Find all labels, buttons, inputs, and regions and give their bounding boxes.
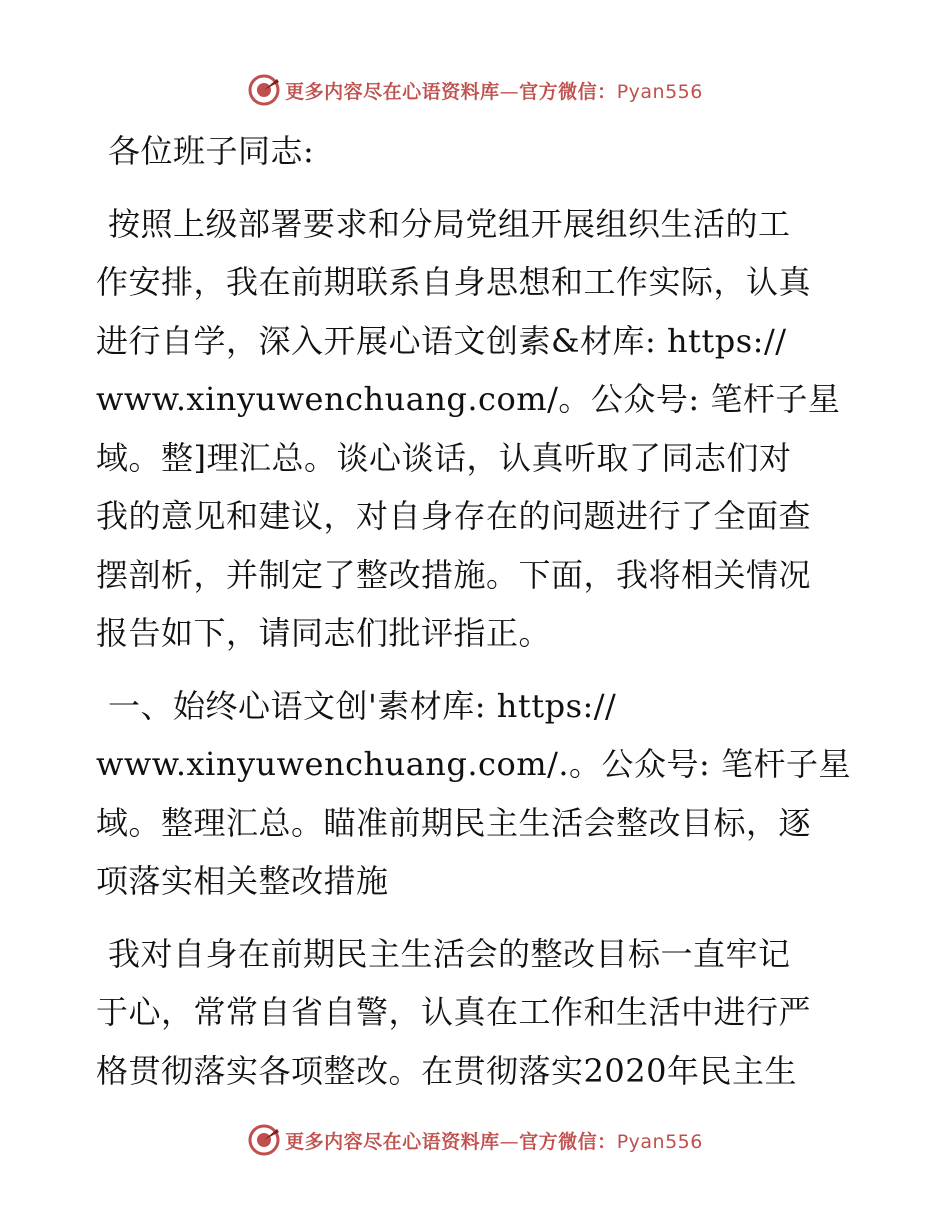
text-line: www.xinyuwenchuang.com/。公众号: 笔杆子星 [96,380,841,418]
text-line: 项落实相关整改措施 [96,862,389,900]
watermark-label: 官方微信： [519,80,617,103]
text-line: 我的意见和建议，对自身存在的问题进行了全面查 [96,497,812,535]
watermark-label: 官方微信： [519,1130,617,1153]
text-line: 报告如下，请同志们批评指正。 [96,614,552,652]
logo-icon [247,73,281,107]
paragraph-1 [96,195,856,663]
watermark-banner-top [0,70,950,110]
text-line: 格贯彻落实各项整改。在贯彻落实2020年民主生 [96,1051,797,1090]
text-line: 按照上级部署要求和分局党组开展组织生活的工 [108,204,791,243]
text-line: 于心，常常自省自警，认真在工作和生活中进行严 [96,993,812,1031]
paragraph-3 [96,925,856,1101]
paragraph-2 [96,677,856,911]
watermark-text [285,77,703,104]
watermark-main: 更多内容尽在心语资料库 [285,80,500,103]
logo-icon [247,1123,281,1157]
text-line: 摆剖析，并制定了整改措施。下面，我将相关情况 [96,555,812,594]
text-line: 我对自身在前期民主生活会的整改目标一直牢记 [108,934,791,973]
watermark-separator: — [499,80,520,103]
watermark-banner-bottom [0,1120,950,1160]
watermark-separator: — [499,1130,520,1153]
text-line: 进行自学，深入开展心语文创素&材库: https:// [96,321,787,360]
watermark-id: Pyan556 [616,1130,703,1153]
watermark-id: Pyan556 [616,80,703,103]
text-line: 域。整]理汇总。谈心谈话，认真听取了同志们对 [96,438,792,477]
document-body [96,122,856,1100]
text-line: www.xinyuwenchuang.com/.。公众号: 笔杆子星 [96,745,851,783]
section-heading: 一、始终心语文创'素材库: https:// [108,686,617,725]
watermark-main: 更多内容尽在心语资料库 [285,1130,500,1153]
text-line: 域。整理汇总。瞄准前期民主生活会整改目标，逐 [96,803,812,842]
text-line: 作安排，我在前期联系自身思想和工作实际，认真 [96,263,812,301]
greeting: 各位班子同志: [108,132,315,170]
watermark-text [285,1127,703,1154]
